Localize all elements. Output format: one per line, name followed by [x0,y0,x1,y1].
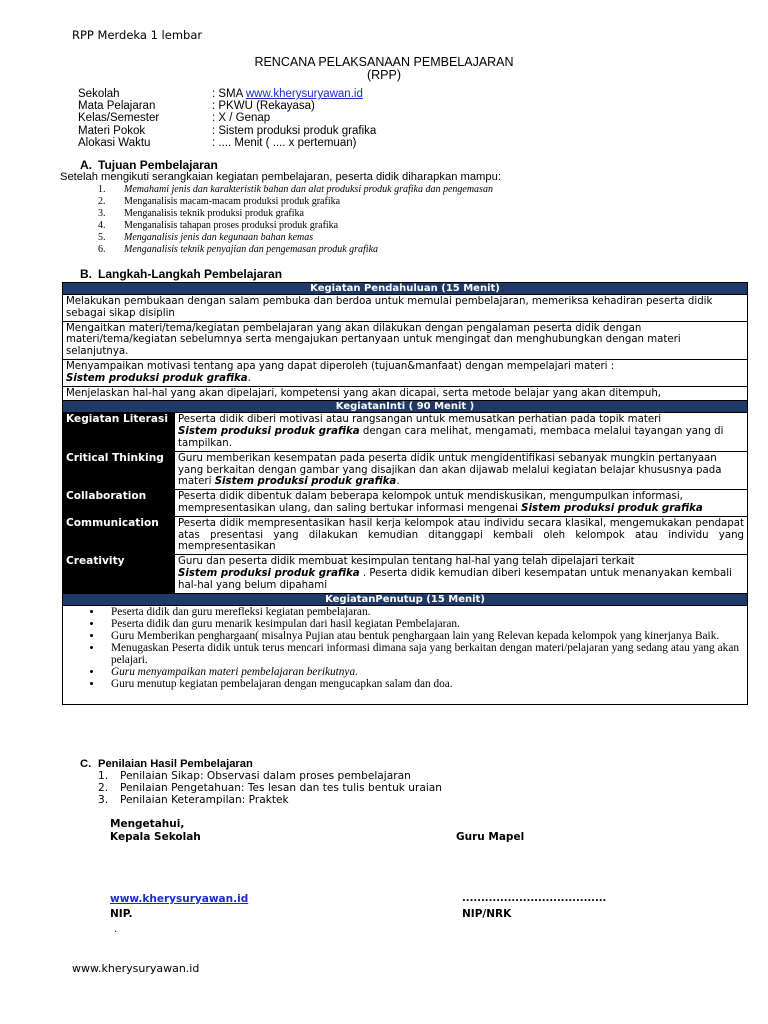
document-subtitle: (RPP) [366,68,402,82]
objective-text: Memahami jenis dan karakteristik bahan dan alat produksi produk grafika dan pengemasan [124,184,493,195]
list-item: 3. Menganalisis teknik produksi produk grafika [98,208,304,220]
identity-sep: : [212,124,219,137]
objective-text: Menganalisis teknik penyajian dan pengemasan produk grafika [124,244,379,256]
list-item: 2. Menganalisis macam-macam produksi produk grafika [98,196,341,208]
section-letter: A. [80,158,92,172]
list-item: • Guru Memberikan penghargaan( misalnya Pujian atau bentuk penghargaan lain yang Relevan kepada kelompok yang kinerjanya Baik. [103,630,739,642]
section-b-heading [80,267,282,281]
objective-text: Menganalisis macam-macam produksi produk grafika [124,196,341,208]
section-title: Tujuan Pembelajaran [98,158,218,172]
literasi-label: Kegiatan Literasi [63,413,175,451]
assessment-list [98,771,442,806]
cell-text: Peserta didik diberi motivasi atau rangsangan untuk memusatkan perhatian pada topik materi [178,414,662,426]
critical-thinking-label: Critical Thinking [63,451,175,489]
list-item: 3. Penilaian Keterampilan: Praktek [98,793,289,806]
topic-emphasis: Sistem produksi produk grafika [66,372,248,384]
objective-text: Menganalisis jenis dan kegunaan bahan kemas [124,232,314,244]
cell-text: Guru memberikan kesempatan pada peserta didik untuk mengidentifikasi sebanyak mungkin pertanyaan yang berkaitan dengan gambar yang disajikan dan akan dijawab melalui kegiatan belajar khususnya pada materi [178,452,722,488]
objective-text: Menganalisis tahapan proses produksi produk grafika [124,220,339,232]
identity-row-kelas [78,112,376,124]
cell-text: Guru dan peserta didik membuat kesimpulan tentang hal-hal yang telah dipelajari terkait [178,556,635,568]
list-item: • Peserta didik dan guru merefleksi kegiatan pembelajaran. [103,606,739,618]
penutup-header: KegiatanPenutup (15 Menit) [63,593,748,605]
kepala-sekolah-label: Kepala Sekolah [110,831,201,843]
critical-thinking-cell [175,451,748,489]
mengetahui-label: Mengetahui, [110,818,185,830]
identity-sep: : [212,100,219,113]
identity-sep: : SMA [212,88,246,100]
objectives-list [98,184,493,257]
list-item: 1. Penilaian Sikap: Observasi dalam proses pembelajaran [98,770,411,782]
table-row: Menjelaskan hal-hal yang akan dipelajari, kompetensi yang akan dicapai, serta metode belajar yang akan ditempuh, [63,386,748,401]
objective-text: Menganalisis teknik produksi produk grafika [124,208,304,220]
list-item: 6. Menganalisis teknik penyajian dan pengemasan produk grafika [98,244,379,256]
list-item: • Menugaskan Peserta didik untuk terus mencari informasi dimana saja yang berkaitan dengan materi/pelajaran yang sedang atau yang akan pelajari. [103,642,739,666]
list-item: 2. Penilaian Pengetahuan: Tes lesan dan tes tulis bentuk uraian [98,781,443,794]
identity-row-mapel [78,100,376,112]
list-item: • Guru menyampaikan materi pembelajaran berikutnya. [103,666,739,678]
list-item: 5. Menganalisis jenis dan kegunaan bahan kemas [98,232,314,244]
creativity-label: Creativity [63,555,175,593]
identity-key: Mata Pelajaran [78,100,156,113]
identity-block [78,88,376,149]
section-title: Penilaian Hasil Pembelajaran [98,758,253,770]
identity-sep: : [212,112,219,125]
table-row [63,359,748,386]
identity-key: Alokasi Waktu [78,136,151,149]
communication-cell: Peserta didik mempresentasikan hasil kerja kelompok atau individu secara klasikal, mengemukakan pendapat atas presentasi yang dilakukan kemudian ditanggapi kembali oleh kelompok atau individu yang mempresentasikan [175,516,748,554]
signature-website-link[interactable]: www.kherysuryawan.id [110,893,249,905]
identity-value: Sistem produksi produk grafika [218,124,377,137]
collaboration-cell [175,490,748,517]
identity-row-alokasi [78,137,376,149]
identity-key: Kelas/Semester [78,112,160,125]
list-item: 4. Menganalisis tahapan proses produksi produk grafika [98,220,339,232]
identity-value: PKWU (Rekayasa) [218,100,315,113]
school-website-link[interactable]: www.kherysuryawan.id [245,88,363,100]
table-row: Melakukan pembukaan dengan salam pembuka dan berdoa untuk memulai pembelajaran, memeriksa kehadiran peserta didik sebagai sikap disiplin [63,295,748,322]
row-text: Menyampaikan motivasi tentang apa yang dapat diperoleh (tujuan&manfaat) dengan mempelajari materi : [66,360,615,372]
list-item: 1. Memahami jenis dan karakteristik bahan dan alat produksi produk grafika dan pengemasan [98,184,493,195]
cell-text: Peserta didik dibentuk dalam beberapa kelompok untuk mendiskusikan, mengumpulkan informasi, mempresentasikan ulang, dan saling bertukar informasi mengenai [178,491,683,514]
identity-sep: : [212,136,219,149]
section-letter: B. [80,267,92,281]
section-c-heading [80,758,253,770]
communication-label: Communication [63,516,175,554]
nip-nrk-label: NIP/NRK [462,908,512,920]
table-row: Mengaitkan materi/tema/kegiatan pembelajaran yang akan dilakukan dengan pengalaman peserta didik dengan materi/tema/kegiatan sebelumnya serta mengajukan pertanyaan untuk mengingat dan menghubungkan dengan materi selanjutnya. [63,321,748,359]
literasi-cell [175,413,748,451]
closing-list [63,606,739,691]
cell-text: dengan cara melihat, mengamati, membaca melalui tayangan yang di tampilkan. [178,426,724,449]
identity-row-sekolah [78,88,376,100]
topic-emphasis: Sistem produksi produk grafika [521,502,703,514]
section-a-heading [80,158,218,172]
footer-website: www.kherysuryawan.id [72,962,200,975]
section-a-intro: Setelah mengikuti serangkaian kegiatan pembelajaran, peserta didik diharapkan mampu: [60,171,501,183]
identity-row-materi [78,125,376,137]
cell-text: . [396,476,400,488]
document-title: RENCANA PELAKSANAAN PEMBELAJARAN [254,55,514,69]
inti-header: KegiatanInti ( 90 Menit ) [63,401,748,413]
assessment-text: Penilaian Keterampilan: Praktek [120,793,289,806]
topic-emphasis: Sistem produksi produk grafika [214,476,397,488]
identity-value: X / Genap [218,112,271,125]
identity-key: Materi Pokok [78,124,146,137]
cell-text: . Peserta didik kemudian diberi kesempatan untuk menanyakan kembali hal-hal yang belum dipahami [178,567,732,591]
topic-emphasis: Sistem produksi produk grafika [178,426,360,438]
creativity-cell [175,555,748,593]
section-letter: C. [80,758,92,770]
trailing-dot: . [114,924,118,935]
list-item: • Peserta didik dan guru menarik kesimpulan dari hasil kegiatan Pembelajaran. [103,618,739,630]
assessment-text: Penilaian Sikap: Observasi dalam proses pembelajaran [120,770,411,782]
penutup-cell [63,605,748,705]
topic-emphasis: Sistem produksi produk grafika [178,567,360,579]
identity-key: Sekolah [78,88,120,100]
assessment-text: Penilaian Pengetahuan: Tes lesan dan tes tulis bentuk uraian [120,781,443,794]
document-header-label: RPP Merdeka 1 lembar [72,28,203,42]
row-text: . [247,372,251,384]
learning-steps-table [62,282,748,705]
list-item: • Guru menutup kegiatan pembelajaran dengan mengucapkan salam dan doa. [103,678,739,690]
collaboration-label: Collaboration [63,490,175,517]
nip-label: NIP. [110,908,133,920]
identity-value: .... Menit ( .... x pertemuan) [218,136,357,149]
signature-dots: ...................................... [462,893,607,904]
pendahuluan-header: Kegiatan Pendahuluan (15 Menit) [63,283,748,295]
guru-mapel-label: Guru Mapel [456,831,525,843]
section-title: Langkah-Langkah Pembelajaran [98,267,283,281]
